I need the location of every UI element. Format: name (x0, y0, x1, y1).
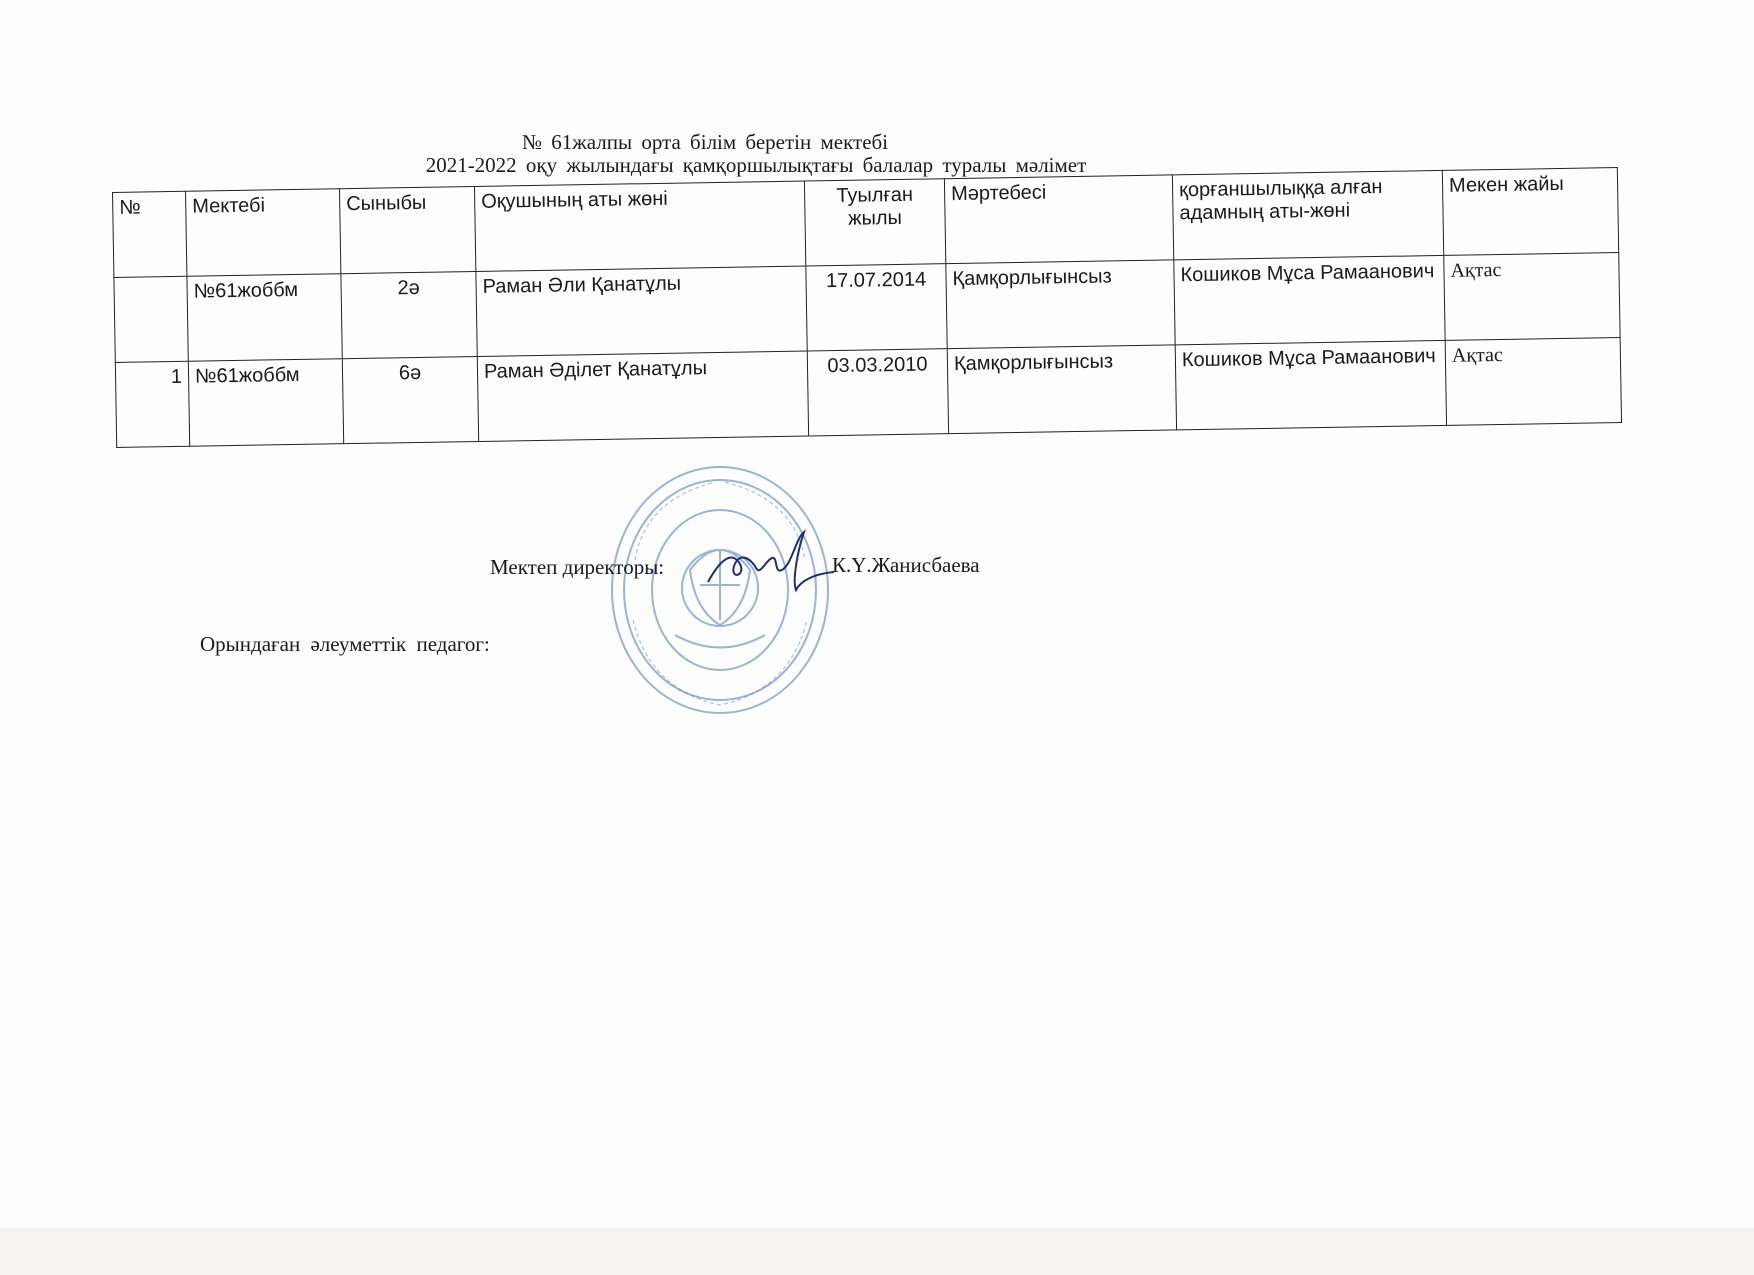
signature-icon (700, 520, 840, 600)
cell-number: 1 (115, 361, 189, 447)
cell-birth-date: 03.03.2010 (807, 349, 948, 436)
cell-address: Ақтас (1444, 253, 1620, 341)
col-header-birth-year: Туылған жылы (804, 179, 945, 266)
director-label: Мектеп директоры: (490, 555, 665, 579)
director-name: К.Ү.Жанисбаева (832, 553, 980, 577)
col-header-school: Мектебі (185, 189, 340, 277)
cell-guardian: Кошиков Мұса Рамаанович (1174, 255, 1445, 344)
col-header-status: Мәртебесі (944, 175, 1173, 264)
cell-birth-date: 17.07.2014 (806, 264, 947, 351)
col-header-address: Мекен жайы (1442, 168, 1618, 256)
cell-student-name: Раман Әли Қанатұлы (476, 266, 807, 356)
guardianship-table-container (112, 167, 1621, 452)
document-title: № 61жалпы орта білім беретін мектебі (521, 130, 889, 154)
cell-school: №61жоббм (187, 274, 342, 362)
col-header-number: № (113, 191, 187, 277)
cell-class: 2ә (341, 271, 477, 358)
cell-guardian: Кошиков Мұса Рамаанович (1175, 340, 1446, 429)
scan-edge (0, 1228, 1754, 1275)
cell-school: №61жоббм (188, 359, 343, 447)
performer-label: Орындаған әлеуметтік педагог: (200, 632, 490, 656)
document-subtitle: 2021-2022 оқу жылындағы қамқоршылықтағы балалар туралы мәлімет (425, 153, 1087, 177)
cell-class: 6ә (342, 356, 478, 443)
cell-student-name: Раман Әділет Қанатұлы (477, 351, 808, 441)
guardianship-table (112, 167, 1622, 448)
cell-number (114, 276, 188, 362)
cell-status: Қамқорлығынсыз (946, 260, 1175, 349)
cell-status: Қамқорлығынсыз (947, 345, 1176, 434)
col-header-guardian: қорғаншылыққа алған адамның аты-жөні (1172, 170, 1443, 259)
col-header-class: Сыныбы (339, 186, 475, 273)
col-header-student-name: Оқушының аты жөні (474, 181, 805, 271)
cell-address: Ақтас (1445, 338, 1621, 426)
